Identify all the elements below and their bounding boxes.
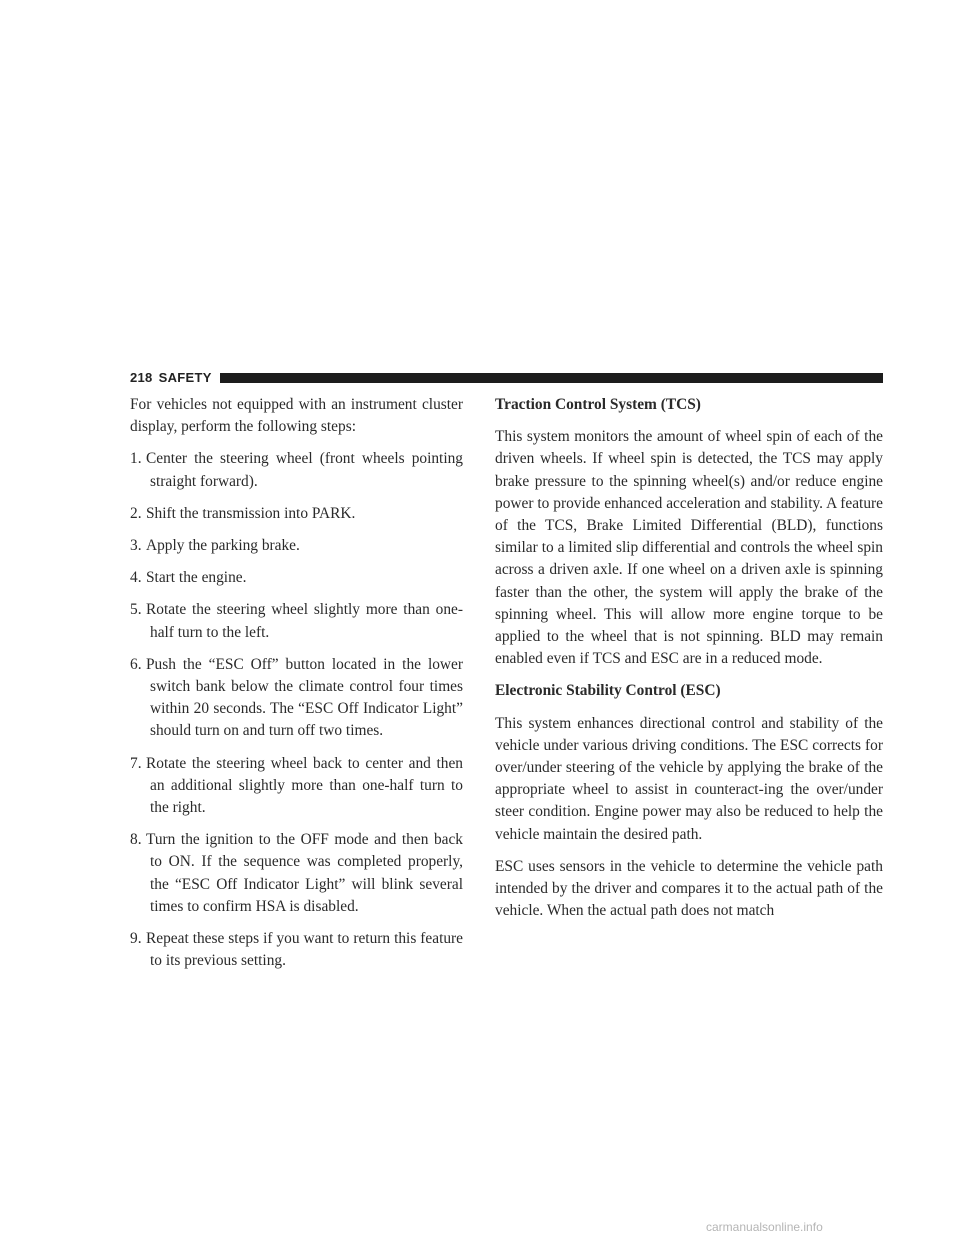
step-text: Center the steering wheel (front wheels pointing straight forward). bbox=[146, 450, 463, 490]
right-column bbox=[495, 394, 883, 932]
tcs-paragraph: This system monitors the amount of wheel spin of each of the driven wheels. If wheel spin is detected, the TCS may apply brake pressure to the spinning wheel(s) and/or reduce engine power to provide enhanced acceleration and stability. A feature of the TCS, Brake Limited Differential (BLD), functions similar to a limited slip differential and controls the wheel spin across a driven axle. If one wheel on a driven axle is spinning faster than the other, the system will apply the brake of the spinning wheel. This will allow more engine torque to be applied to the wheel that is not spinning. BLD may remain enabled even if TCS and ESC are in a reduced mode. bbox=[495, 428, 883, 668]
step-item bbox=[130, 928, 463, 972]
step-text: Shift the transmission into PARK. bbox=[146, 504, 356, 522]
step-number: 5. bbox=[130, 601, 142, 619]
step-number: 9. bbox=[130, 930, 142, 948]
header-rule bbox=[220, 373, 883, 383]
left-column bbox=[130, 394, 463, 982]
step-number: 8. bbox=[130, 831, 142, 849]
esc-paragraph-1: This system enhances directional control and stability of the vehicle under various driving conditions. The ESC corrects for over/under steering of the vehicle by applying the brake of the appropriate wheel to assist in counteract-ing the over/under steer condition. Engine power may also be reduced to help the vehicle maintain the desired path. bbox=[495, 714, 883, 843]
step-text: Turn the ignition to the OFF mode and then back to ON. If the sequence was completed properly, the “ESC Off Indicator Light” will blink several times to confirm HSA is disabled. bbox=[146, 831, 463, 915]
step-text: Rotate the steering wheel slightly more than one-half turn to the left. bbox=[146, 601, 463, 641]
step-item bbox=[130, 599, 463, 643]
watermark: carmanualsonline.info bbox=[706, 1220, 823, 1234]
steps-list bbox=[130, 448, 463, 972]
tcs-heading: Traction Control System (TCS) bbox=[495, 396, 701, 413]
page-number: 218 bbox=[130, 370, 153, 385]
step-number: 1. bbox=[130, 450, 142, 468]
step-item bbox=[130, 753, 463, 820]
step-item bbox=[130, 448, 463, 492]
section-title: SAFETY bbox=[158, 370, 212, 385]
step-number: 6. bbox=[130, 655, 142, 673]
step-item bbox=[130, 829, 463, 918]
step-number: 3. bbox=[130, 537, 142, 555]
step-item bbox=[130, 654, 463, 743]
intro-paragraph: For vehicles not equipped with an instrument cluster display, perform the following steps: bbox=[130, 396, 463, 436]
step-text: Repeat these steps if you want to return this feature to its previous setting. bbox=[146, 930, 463, 970]
page-header bbox=[130, 368, 883, 388]
step-text: Push the “ESC Off” button located in the lower switch bank below the climate control four times within 20 seconds. The “ESC Off Indicator Light” should turn on and turn off two times. bbox=[146, 655, 463, 740]
step-item bbox=[130, 535, 463, 557]
step-number: 7. bbox=[130, 754, 142, 772]
esc-paragraph-2: ESC uses sensors in the vehicle to determine the vehicle path intended by the driver and compares it to the actual path of the vehicle. When the actual path does not match bbox=[495, 857, 883, 920]
step-text: Apply the parking brake. bbox=[146, 537, 300, 555]
esc-heading: Electronic Stability Control (ESC) bbox=[495, 682, 721, 700]
step-text: Rotate the steering wheel back to center and then an additional slightly more than one-half turn to the right. bbox=[146, 754, 463, 817]
step-item bbox=[130, 503, 463, 525]
step-item bbox=[130, 567, 463, 589]
step-number: 4. bbox=[130, 569, 142, 587]
step-number: 2. bbox=[130, 504, 142, 522]
step-text: Start the engine. bbox=[146, 569, 247, 587]
